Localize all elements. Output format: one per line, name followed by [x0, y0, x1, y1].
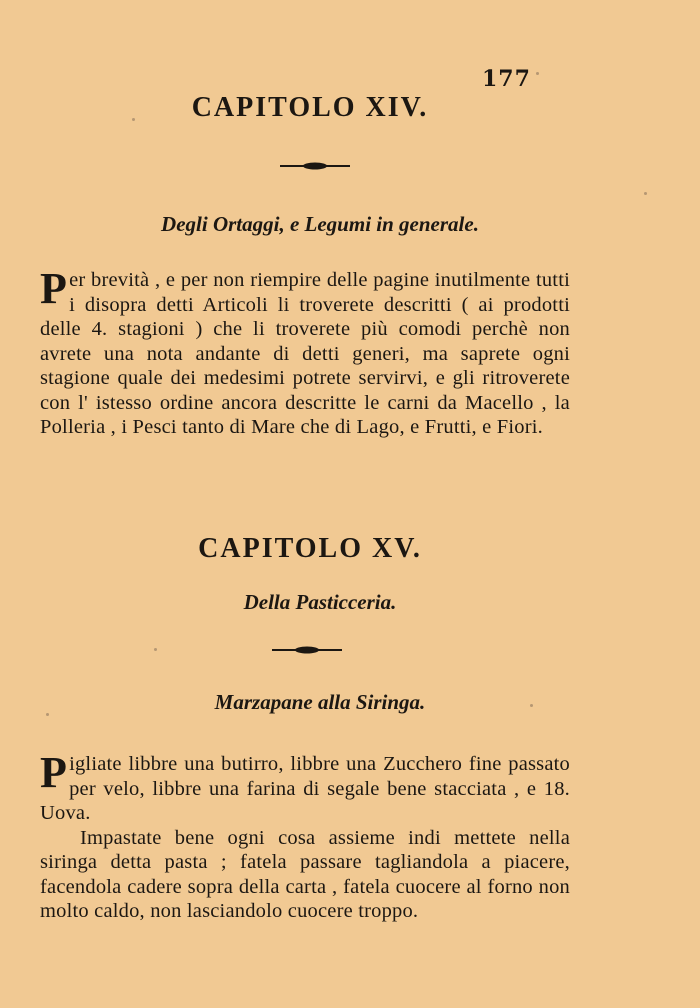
ornamental-rule-divider — [272, 643, 342, 657]
paper-speck — [644, 192, 647, 195]
page-number: 177 — [482, 66, 531, 92]
paper-speck — [132, 118, 135, 121]
recipe-body — [40, 748, 570, 924]
chapter-xiv-title: CAPITOLO XIV. — [191, 92, 429, 123]
chapter-xiv-subtitle: Degli Ortaggi, e Legumi in generale. — [161, 212, 479, 236]
chapter-xiv-body — [40, 264, 570, 440]
recipe-paragraph-1: igliate libbre una butirro, libbre una Zucchero fine passato per velo, libbre una farina di segale bene stacciata , e 18. Uova. — [40, 753, 570, 824]
drop-cap: P — [40, 748, 68, 797]
recipe-paragraph-2: Impastate bene ogni cosa assieme indi mettete nella siringa detta pasta ; fatela passare tagliandola a piacere, facendola cadere sopra della carta , fatela cuocere al forno non molto caldo, non lasciandolo cuocere troppo. — [40, 826, 570, 922]
paper-speck — [530, 704, 533, 707]
chapter-xv-subtitle: Della Pasticceria. — [243, 590, 397, 614]
paper-speck — [154, 648, 157, 651]
drop-cap: P — [40, 264, 68, 313]
ornamental-rule-divider — [280, 159, 350, 173]
recipe-title: Marzapane alla Siringa. — [214, 690, 426, 714]
chapter-xv-title: CAPITOLO XV. — [198, 533, 422, 564]
paper-speck — [536, 72, 539, 75]
chapter-xiv-body-text: er brevità , e per non riempire delle pagine inutilmente tutti i disopra detti Articoli li troverete descritti ( ai prodotti delle 4. stagioni ) che li troverete più comodi perchè non avrete una nota andante di detti generi, ma saprete ogni stagione quale dei medesimi potrete servirvi, e gli ritroverete con l' istesso ordine ancora descritte le carni da Macello , la Polleria , i Pesci tanto di Mare che di Lago, e Frutti, e Fiori. — [40, 269, 570, 438]
paper-speck — [46, 713, 49, 716]
